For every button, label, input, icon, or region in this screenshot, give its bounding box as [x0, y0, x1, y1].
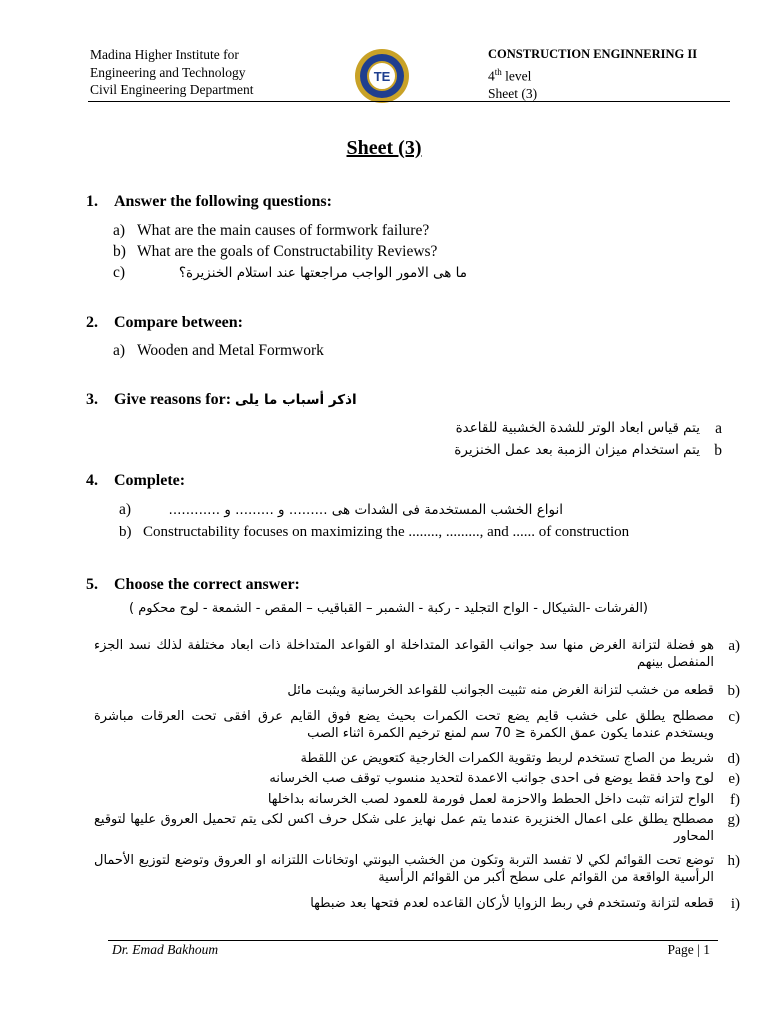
page-number: Page | 1	[667, 942, 710, 957]
q5-item-f: f) الواح لتزانه تثبت داخل الحطط والاحزمة لعمل فورمة للعمود لصب الخرسانه بداخلها	[267, 792, 740, 808]
q5-item-d: d) شريط من الصاج تستخدم لربط وتقوية الكمرات الخارجية كتعويض عن اللقطة	[300, 751, 740, 767]
q2-item-a: a) Wooden and Metal Formwork	[113, 342, 324, 359]
q5-options: (الفرشات -الشيكال - الواح التجليد - ركبة - الشمبر – القباقيب – المقص - الشمعة - لوح محكوم )	[129, 601, 648, 616]
q5-item-c: c) مصطلح يطلق على خشب قايم يضع تحت الكمرات بحيث يضع فوق القايم عرق افقى تحت العرقات مباشرة ويستخدم عندما يكون عمق الكمرة ≤ 70 سم لمنع ترخيم الكمرة اثناء الصب	[94, 709, 740, 741]
footer-divider	[108, 940, 718, 941]
question-3-heading: 3. Give reasons for: اذكر أسباب ما يلى	[86, 391, 357, 408]
course-level: 4th level	[488, 66, 532, 83]
institute-line-2: Engineering and Technology	[90, 64, 246, 80]
logo-text: TE	[373, 69, 391, 84]
course-info	[488, 46, 697, 102]
footer-author: Dr. Emad Bakhoum	[112, 942, 219, 957]
q3-item-b: b يتم استخدام ميزان الزمبة بعد عمل الخنزيرة	[454, 442, 722, 459]
page-title: Sheet (3)	[346, 137, 422, 159]
q5-item-h: h) توضع تحت القوائم لكي لا تفسد التربة وتكون من الخشب البونتي اوتخانات اللتزانه او العروق وتوضع لتوزيع الأحمال الرأسية الواقعة من القوائم على سطح أكبر من القوائم الرأسية	[94, 853, 740, 885]
q5-item-a: a) هو فضلة لتزانة الغرض منها سد جوانب القواعد المتداخلة او القواعد المتداخلة ذات ابعاد مختلفة لذلك نسد الجزء المنفصل بينهم	[94, 638, 740, 670]
q1-item-c: c) ما هى الامور الواجب مراجعتها عند استلام الخنزيرة؟	[113, 264, 467, 281]
question-2-heading: 2. Compare between:	[86, 314, 244, 331]
header-divider	[88, 101, 730, 102]
q4-item-b: b) Constructability focuses on maximizing the ........, ........., and ...... of construction	[119, 524, 630, 540]
question-1-heading: 1. Answer the following questions:	[86, 193, 332, 210]
header-sheet-label: Sheet (3)	[488, 85, 538, 101]
q5-item-g: g) مصطلح يطلق على اعمال الخنزيرة عندما يتم عمل نهايز على شكل حرف اكس لكى يتم تحميل العروق عليها لتوقيع المحاور	[94, 812, 740, 844]
institute-line-1: Madina Higher Institute for	[90, 47, 239, 62]
question-4-heading: 4. Complete:	[86, 472, 186, 489]
course-title: CONSTRUCTION ENGINNERING II	[488, 47, 698, 61]
question-5-heading: 5. Choose the correct answer:	[86, 576, 300, 593]
q5-item-i: i) قطعه لتزانة وتستخدم في ربط الزوايا لأركان القاعده لعدم فتحها بعد ضبطها	[310, 896, 740, 912]
q5-item-e: e) لوح واحد فقط يوضع فى احدى جوانب الاعمدة لتحديد منسوب توقف صب الخرسانه	[269, 771, 740, 787]
q4-item-a: a) انواع الخشب المستخدمة فى الشدات هى ......... و ......... و ............	[119, 501, 563, 518]
q5-item-b: b) قطعه من خشب لتزانة الغرض منه تثبيت الجوانب للقواعد الخرسانية ويثبت مائل	[287, 683, 740, 699]
institute-logo	[354, 48, 410, 104]
q3-item-a: a يتم قياس ابعاد الوتر للشدة الخشبية للقاعدة	[455, 420, 722, 437]
q1-item-a: a) What are the main causes of formwork failure?	[113, 222, 430, 239]
institute-name	[90, 46, 253, 99]
q1-item-b: b) What are the goals of Constructability Reviews?	[113, 243, 438, 260]
institute-line-3: Civil Engineering Department	[90, 82, 254, 97]
